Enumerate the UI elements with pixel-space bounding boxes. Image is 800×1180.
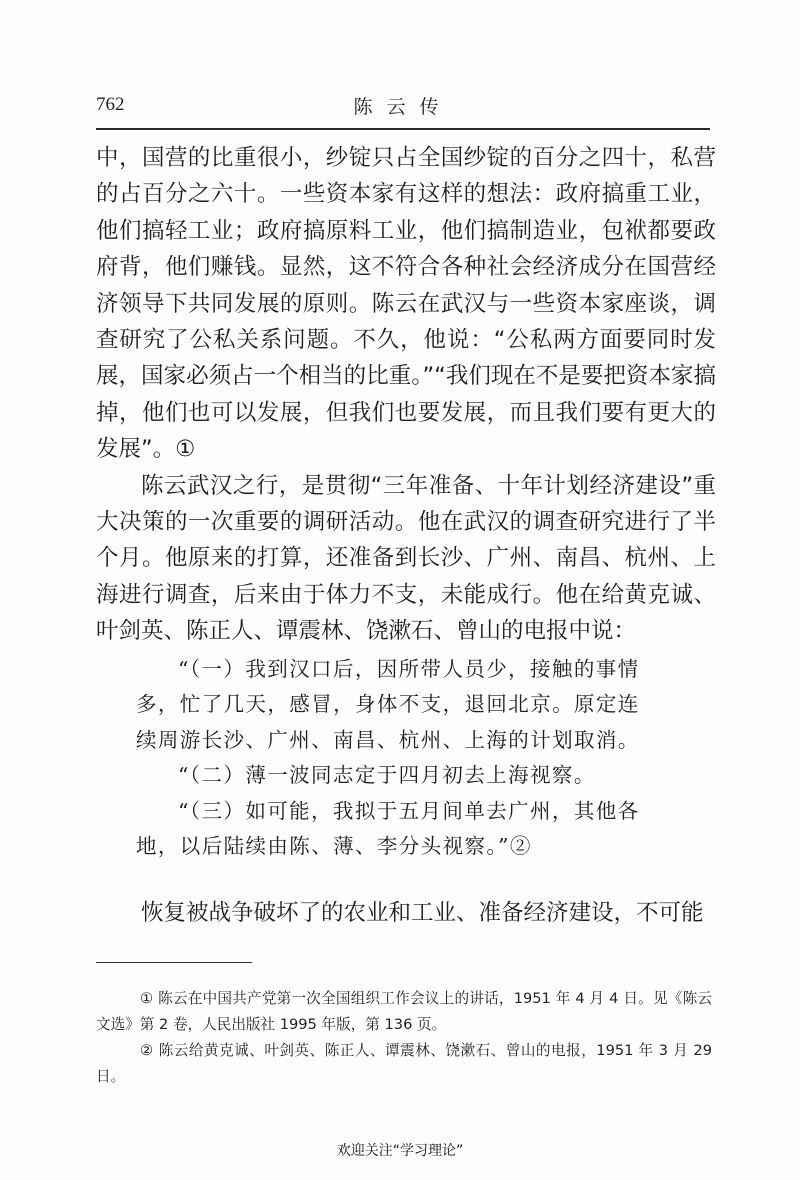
- page-number: 762: [96, 94, 125, 115]
- body-text: [96, 140, 716, 931]
- page-header: [96, 92, 710, 130]
- footnote-1: ① 陈云在中国共产党第一次全国组织工作会议上的讲话，1951 年 4 月 4 日。见《陈云文选》第 2 卷，人民出版社 1995 年版，第 136 页。: [96, 990, 712, 1033]
- telegram-quote: [136, 652, 661, 865]
- watermark-caption: 欢迎关注“学习理论”: [336, 1143, 464, 1159]
- quote-item-1: “（一）我到汉口后，因所带人员少，接触的事情多，忙了几天，感冒，身体不支，退回北京。原定连续周游长沙、广州、南昌、杭州、上海的计划取消。: [136, 656, 640, 752]
- paragraph-2: 陈云武汉之行，是贯彻“三年准备、十年计划经济建设”重大决策的一次重要的调研活动。他在武汉的调查研究进行了半个月。他原来的打算，还准备到长沙、广州、南昌、杭州、上海进行调查，后来由于体力不支，未能成行。他在给黄克诚、叶剑英、陈正人、谭震林、饶漱石、曾山的电报中说：: [96, 472, 716, 645]
- quote-item-2: “（二）薄一波同志定于四月初去上海视察。: [178, 763, 596, 788]
- footnotes: [96, 986, 712, 1090]
- footnote-divider: [96, 962, 252, 963]
- paragraph-3: 恢复被战争破坏了的农业和工业、准备经济建设，不可能: [141, 899, 704, 926]
- paragraph-1: 中，国营的比重很小，纱锭只占全国纱锭的百分之四十，私营的占百分之六十。一些资本家有这样的想法：政府搞重工业，他们搞轻工业；政府搞原料工业，他们搞制造业，包袱都要政府背，他们赚钱。显然，这不符合各种社会经济成分在国营经济领导下共同发展的原则。陈云在武汉与一些资本家座谈，调查研究了公私关系问题。不久，他说：“公私两方面要同时发展，国家必须占一个相当的比重。”“我们现在不是要把资本家搞掉，他们也可以发展，但我们也要发展，而且我们要有更大的发展”。①: [96, 145, 716, 463]
- quote-item-3: “（三）如可能，我拟于五月间单去广州，其他各地，以后陆续由陈、薄、李分头视察。”②: [136, 798, 640, 859]
- running-title: 陈云传: [353, 96, 453, 118]
- footnote-2: ② 陈云给黄克诚、叶剑英、陈正人、谭震林、饶漱石、曾山的电报，1951 年 3 月 29 日。: [96, 1042, 712, 1085]
